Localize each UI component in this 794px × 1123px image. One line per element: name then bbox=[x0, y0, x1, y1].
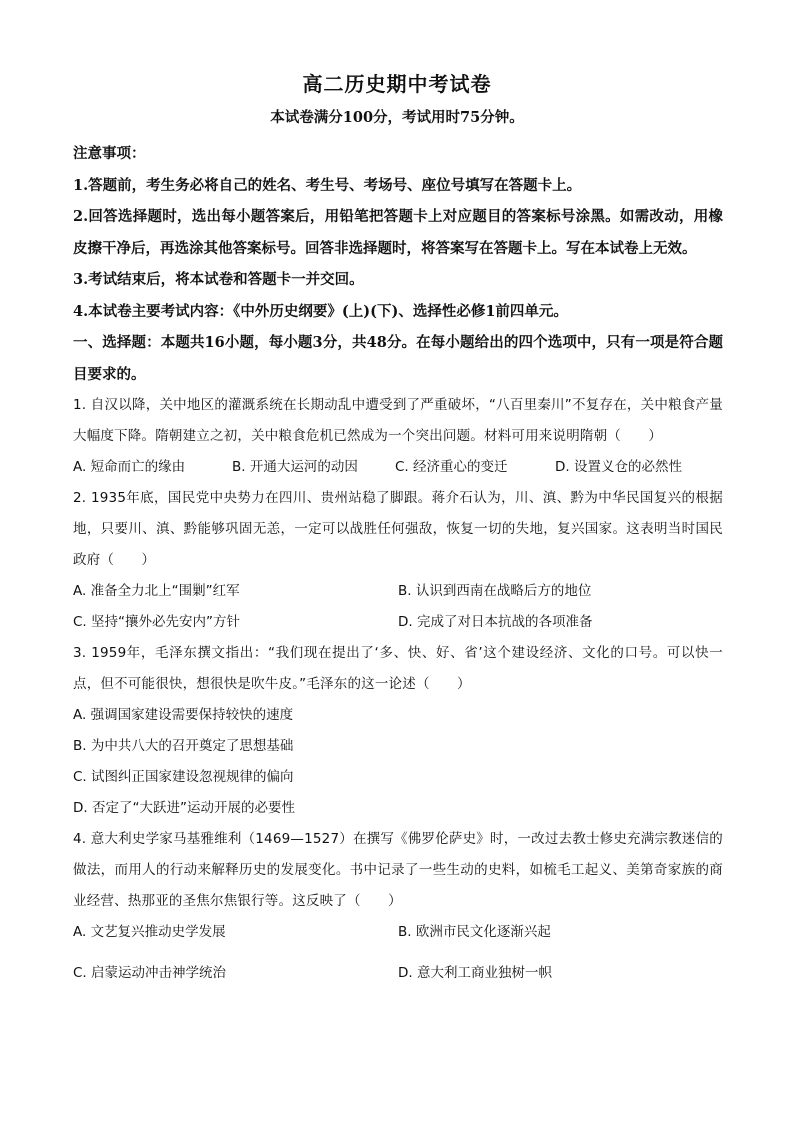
option-a[interactable]: A. 强调国家建设需要保持较快的速度 bbox=[73, 707, 294, 723]
option-b[interactable]: B. 认识到西南在战略后方的地位 bbox=[398, 583, 592, 599]
section-heading: 一、选择题：本题共16小题，每小题3分，共48分。在每小题给出的四个选项中，只有一项是符合题目要求的。 bbox=[73, 334, 723, 383]
question-options bbox=[73, 917, 723, 948]
option-c[interactable]: C. 试图纠正国家建设忽视规律的偏向 bbox=[73, 769, 294, 785]
option-b[interactable]: B. 欧洲市民文化逐渐兴起 bbox=[398, 924, 551, 940]
option-c[interactable]: C. 经济重心的变迁 bbox=[395, 459, 508, 475]
question-options bbox=[73, 958, 723, 989]
option-d[interactable]: D. 完成了对日本抗战的各项准备 bbox=[398, 614, 593, 630]
option-d[interactable]: D. 设置义仓的必然性 bbox=[555, 459, 682, 475]
question-stem: 2. 1935年底，国民党中央势力在四川、贵州站稳了脚跟。蒋介石认为，川、滇、黔为中华民国复兴的根据地，只要川、滇、黔能够巩固无恙，一定可以战胜任何强敌，恢复一切的失地，复兴国家。这表明当时国民政府（ ） bbox=[73, 490, 723, 568]
exam-info: 本试卷满分100分，考试用时75分钟。 bbox=[270, 109, 524, 126]
question-stem: 4. 意大利史学家马基雅维利（1469—1527）在撰写《佛罗伦萨史》时，一改过去教士修史充满宗教迷信的做法，而用人的行动来解释历史的发展变化。书中记录了一些生动的史料，如梳毛工起义、美第奇家族的商业经营、热那亚的圣焦尔焦银行等。这反映了（ ） bbox=[73, 831, 723, 909]
option-b[interactable]: B. 为中共八大的召开奠定了思想基础 bbox=[73, 738, 294, 754]
notes-heading: 注意事项： bbox=[73, 145, 146, 162]
page-title: 高二历史期中考试卷 bbox=[302, 72, 492, 96]
option-a[interactable]: A. 文艺复兴推动史学发展 bbox=[73, 924, 226, 940]
question-stem: 3. 1959年，毛泽东撰文指出：“我们现在提出了‘多、快、好、省’这个建设经济、文化的口号。可以快一点，但不可能很快，想很快是吹牛皮。”毛泽东的这一论述（ ） bbox=[73, 645, 723, 692]
question-options bbox=[73, 576, 723, 607]
option-d[interactable]: D. 否定了“大跃进”运动开展的必要性 bbox=[73, 800, 295, 816]
question-stem: 1. 自汉以降，关中地区的灌溉系统在长期动乱中遭受到了严重破坏，“八百里秦川”不复存在，关中粮食产量大幅度下降。隋朝建立之初，关中粮食危机已然成为一个突出问题。材料可用来说明隋朝（ ） bbox=[73, 397, 723, 444]
note-item: 2.回答选择题时，选出每小题答案后，用铅笔把答题卡上对应题目的答案标号涂黑。如需改动，用橡皮擦干净后，再选涂其他答案标号。回答非选择题时，将答案写在答题卡上。写在本试卷上无效。 bbox=[73, 208, 723, 257]
option-c[interactable]: C. 坚持“攘外必先安内”方针 bbox=[73, 614, 240, 630]
option-a[interactable]: A. 准备全力北上“围剿”红军 bbox=[73, 583, 240, 599]
note-item: 3.考试结束后，将本试卷和答题卡一并交回。 bbox=[73, 271, 364, 288]
option-a[interactable]: A. 短命而亡的缘由 bbox=[73, 459, 186, 475]
note-item: 1.答题前，考生务必将自己的姓名、考生号、考场号、座位号填写在答题卡上。 bbox=[73, 176, 582, 194]
exam-content bbox=[73, 138, 723, 989]
option-d[interactable]: D. 意大利工商业独树一帜 bbox=[398, 965, 552, 981]
option-b[interactable]: B. 开通大运河的动因 bbox=[232, 459, 358, 475]
question-options bbox=[73, 452, 723, 483]
spacer bbox=[73, 948, 723, 958]
note-item: 4.本试卷主要考试内容：《中外历史纲要》(上)(下)、选择性必修1前四单元。 bbox=[73, 302, 568, 320]
question-options bbox=[73, 607, 723, 638]
option-c[interactable]: C. 启蒙运动冲击神学统治 bbox=[73, 965, 227, 981]
